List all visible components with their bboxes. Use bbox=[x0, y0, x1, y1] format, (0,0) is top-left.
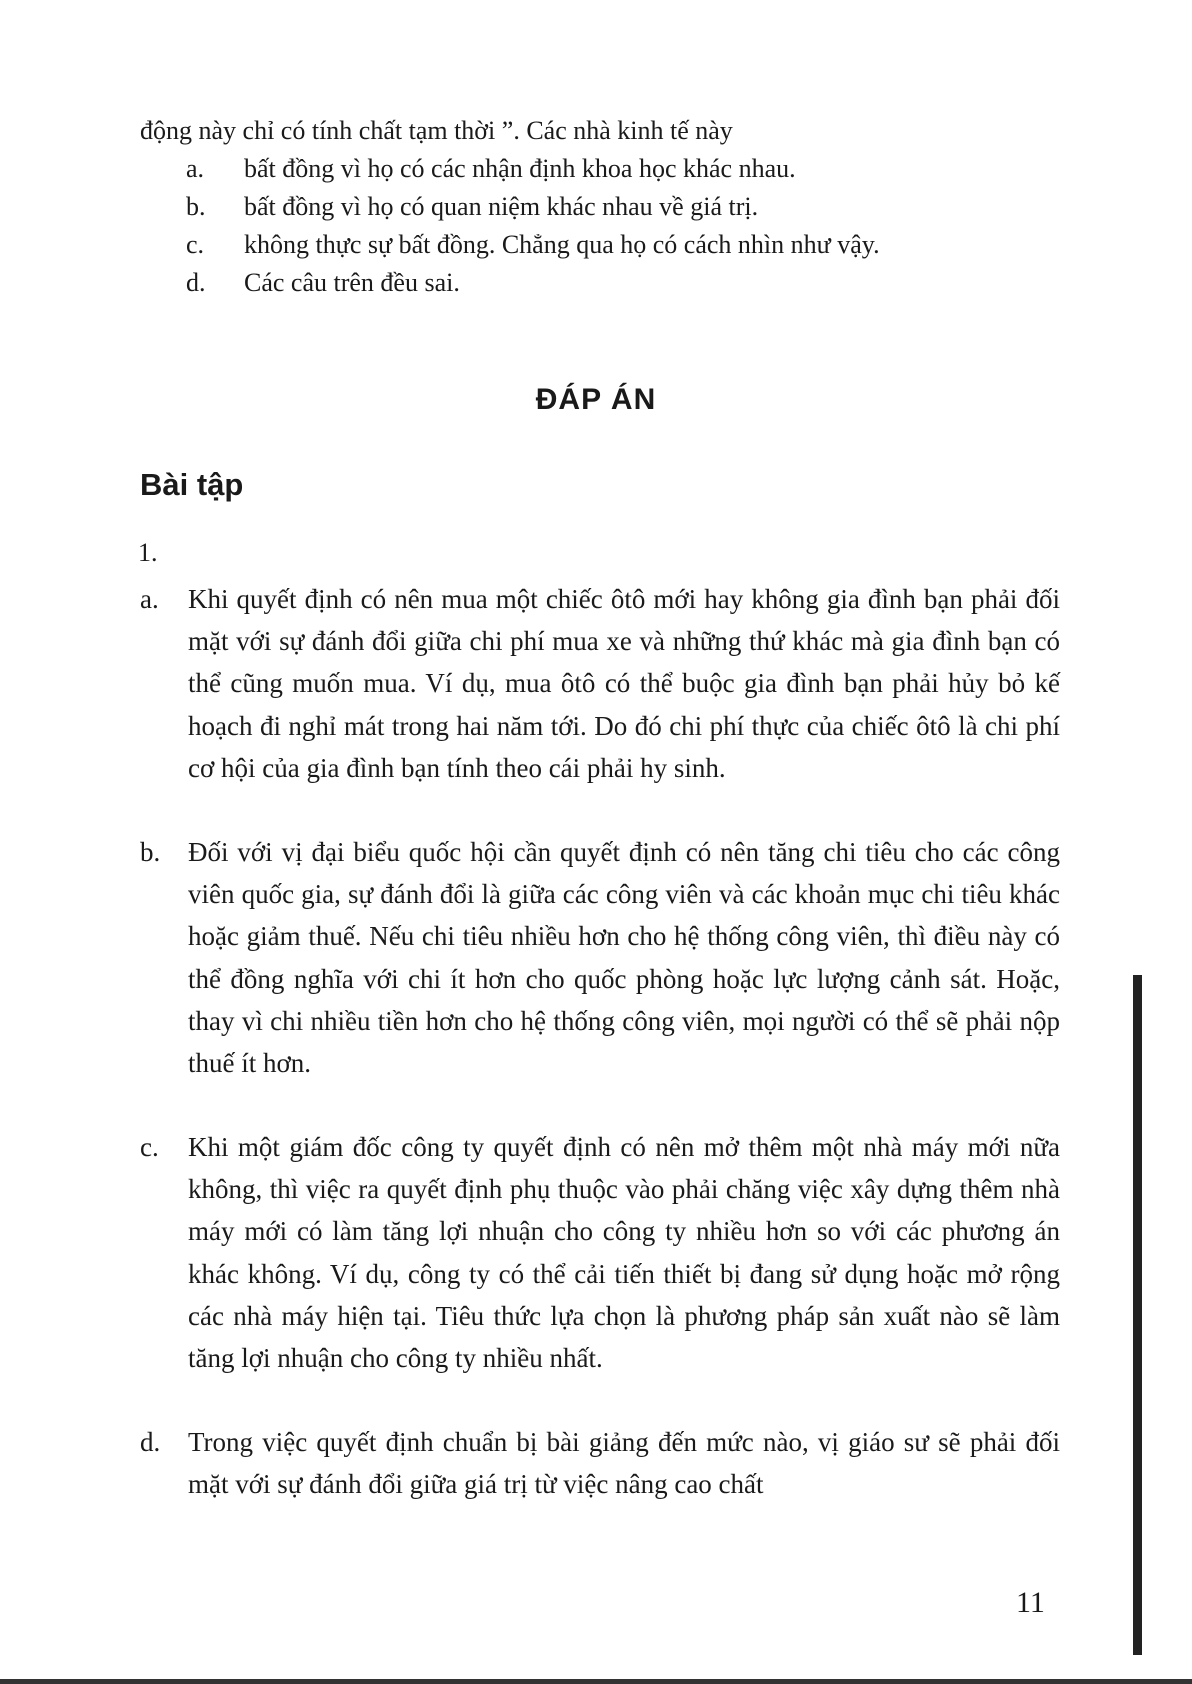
option-label: c. bbox=[186, 230, 205, 259]
answer-text: Đối với vị đại biểu quốc hội cần quyết định có nên tăng chi tiêu cho các công viên quốc gia, sự đánh đổi là giữa các công viên và các khoản mục chi tiêu khác hoặc giảm thuế. Nếu chi tiêu nhiều hơn cho hệ thống công viên, thì điều này có thể đồng nghĩa với chi ít hơn cho quốc phòng hoặc lực lượng cảnh sát. Hoặc, thay vì chi nhiều tiền hơn cho hệ thống công viên, mọi người có thể sẽ phải nộp thuế ít hơn. bbox=[188, 837, 1060, 1079]
answer-item-a bbox=[140, 578, 1060, 789]
scan-bottom-edge bbox=[0, 1679, 1192, 1684]
answer-item-b bbox=[140, 831, 1060, 1084]
option-text: Các câu trên đều sai. bbox=[244, 268, 460, 297]
option-b bbox=[186, 188, 758, 226]
option-c bbox=[186, 226, 880, 264]
answer-heading: ĐÁP ÁN bbox=[535, 383, 657, 416]
option-label: a. bbox=[186, 154, 205, 183]
answer-item-c bbox=[140, 1126, 1060, 1379]
answer-label: c. bbox=[140, 1132, 159, 1162]
scan-margin-bar bbox=[1133, 975, 1142, 1655]
section-heading: Bài tập bbox=[140, 467, 244, 502]
answer-label: b. bbox=[140, 837, 161, 867]
answer-item-d bbox=[140, 1421, 1060, 1505]
question-continuation: động này chỉ có tính chất tạm thời ”. Các nhà kinh tế này bbox=[140, 116, 733, 145]
page-number: 11 bbox=[1016, 1586, 1045, 1619]
option-text: bất đồng vì họ có quan niệm khác nhau về giá trị. bbox=[244, 192, 759, 221]
option-text: không thực sự bất đồng. Chẳng qua họ có cách nhìn như vậy. bbox=[244, 230, 880, 259]
answer-text: Khi một giám đốc công ty quyết định có nên mở thêm một nhà máy mới nữa không, thì việc ra quyết định phụ thuộc vào phải chăng việc xây dựng thêm nhà máy mới có làm tăng lợi nhuận cho công ty nhiều hơn so với các phương án khác không. Ví dụ, công ty có thể cải tiến thiết bị đang sử dụng hoặc mở rộng các nhà máy hiện tại. Tiêu thức lựa chọn là phương pháp sản xuất nào sẽ làm tăng lợi nhuận cho công ty nhiều nhất. bbox=[188, 1132, 1060, 1374]
option-label: d. bbox=[186, 268, 206, 297]
option-text: bất đồng vì họ có các nhận định khoa học khác nhau. bbox=[244, 154, 796, 183]
option-d bbox=[186, 264, 460, 302]
answer-label: d. bbox=[140, 1427, 161, 1457]
option-a bbox=[186, 150, 796, 188]
question-number: 1. bbox=[138, 538, 158, 567]
option-label: b. bbox=[186, 192, 206, 221]
answer-label: a. bbox=[140, 584, 159, 614]
answer-text: Khi quyết định có nên mua một chiếc ôtô mới hay không gia đình bạn phải đối mặt với sự đánh đổi giữa chi phí mua xe và những thứ khác mà gia đình bạn có thể cũng muốn mua. Ví dụ, mua ôtô có thể buộc gia đình bạn phải hủy bỏ kế hoạch đi nghỉ mát trong hai năm tới. Do đó chi phí thực của chiếc ôtô là chi phí cơ hội của gia đình bạn tính theo cái phải hy sinh. bbox=[188, 584, 1060, 783]
answer-text: Trong việc quyết định chuẩn bị bài giảng đến mức nào, vị giáo sư sẽ phải đối mặt với sự đánh đổi giữa giá trị từ việc nâng cao chất bbox=[188, 1427, 1060, 1500]
